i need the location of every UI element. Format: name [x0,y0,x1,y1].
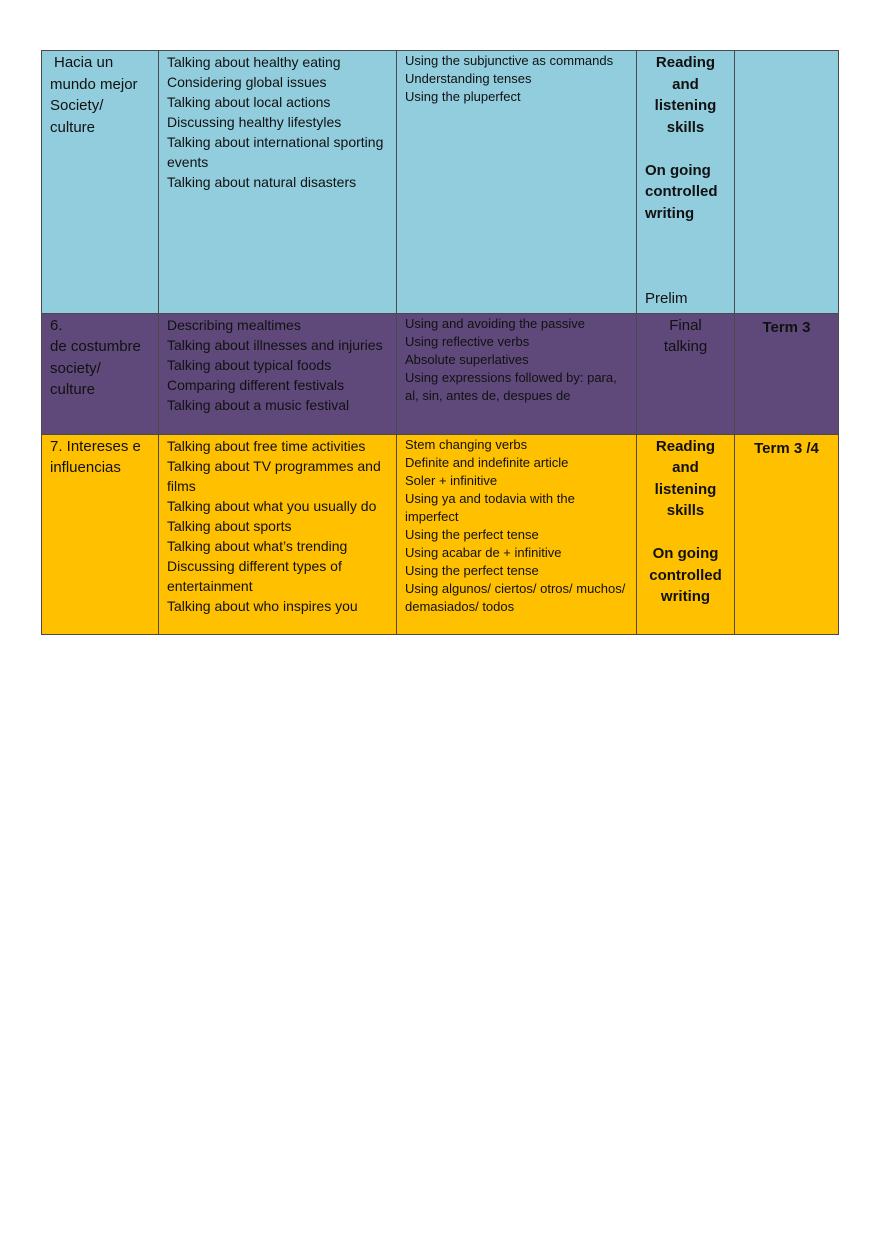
unit-line: de costumbre [50,338,141,355]
skills-line: On going [652,545,719,562]
unit-line: mundo mejor [50,75,138,93]
topic-item: Talking about healthy eating [167,54,341,70]
unit-line: culture [50,381,96,398]
grammar-cell [397,313,637,434]
grammar-item: Stem changing verbs [405,436,528,452]
unit-line: Hacia un [54,54,114,71]
skills-cell [637,313,735,434]
table-row [42,51,839,314]
unit-line: society/ [50,359,101,377]
grammar-item: Using and avoiding the passive [405,315,585,331]
grammar-item: Using algunos/ ciertos/ otros/ muchos/ demasiados/ todos [405,580,626,614]
skills-cell [637,51,735,314]
grammar-item: Using expressions followed by: para, al, sin, antes de, despues de [405,369,617,403]
skills-line: On going [645,161,711,179]
topic-item: Talking about TV programmes and films [167,457,381,494]
unit-line: 6. [50,316,63,334]
unit-cell [42,51,159,314]
topic-item: Talking about international sporting events [167,134,384,170]
grammar-item: Definite and indefinite article [405,454,569,470]
skills-line: controlled [649,566,722,584]
topic-item: Discussing healthy lifestyles [167,114,342,130]
skills-line: skills [666,118,705,136]
topic-item: Comparing different festivals [167,376,345,393]
topics-cell [159,51,397,314]
table-row [42,313,839,434]
grammar-item: Using acabar de + infinitive [405,544,562,560]
grammar-item: Using the pluperfect [405,89,521,104]
term-cell: Term 3 [735,313,839,434]
unit-cell [42,434,159,634]
topic-item: Talking about who inspires you [167,597,358,614]
skills-line: and [672,459,699,476]
skills-line: Final [669,316,702,334]
grammar-cell [397,434,637,634]
skills-line: writing [645,204,695,222]
skills-line: Reading [655,54,716,71]
skills-line: listening [654,97,717,114]
skills-cell [637,434,735,634]
topic-item: Talking about what’s trending [167,537,348,554]
topic-item: Talking about a music festival [167,396,350,413]
grammar-item: Absolute superlatives [405,351,529,367]
topic-item: Discussing different types of entertainment [167,557,342,594]
unit-line: 7. Intereses e [50,437,141,455]
assessment-note: Prelim [645,290,688,307]
grammar-item: Using reflective verbs [405,333,530,349]
grammar-item: Using ya and todavia with the imperfect [405,490,575,524]
skills-line: talking [663,338,708,355]
topic-item: Talking about what you usually do [167,497,377,514]
topics-cell [159,313,397,434]
topics-cell [159,434,397,634]
grammar-item: Using the subjunctive as commands [405,53,614,68]
skills-line: writing [660,588,711,605]
term-cell: Term 3 /4 [735,434,839,634]
grammar-cell [397,51,637,314]
unit-line: culture [50,118,96,136]
grammar-item: Understanding tenses [405,71,532,86]
topic-item: Talking about natural disasters [167,174,357,190]
unit-cell [42,313,159,434]
topic-item: Describing mealtimes [167,316,301,333]
topic-item: Talking about free time activities [167,437,366,454]
grammar-item: Soler + infinitive [405,472,498,488]
skills-line: listening [654,480,717,498]
topic-item: Talking about illnesses and injuries [167,336,383,353]
topic-item: Talking about typical foods [167,356,332,373]
topic-item: Considering global issues [167,74,327,90]
unit-line: influencias [50,459,121,476]
scheme-of-work-table [41,50,839,635]
skills-line: Reading [655,437,716,455]
skills-line: and [672,75,699,93]
topic-item: Talking about sports [167,517,292,534]
topic-item: Talking about local actions [167,94,331,110]
table-row [42,434,839,634]
unit-line: Society/ [50,97,104,114]
grammar-item: Using the perfect tense [405,562,539,578]
grammar-item: Using the perfect tense [405,526,539,542]
skills-line: controlled [645,183,718,200]
skills-line: skills [666,502,705,519]
term-cell [735,51,839,314]
